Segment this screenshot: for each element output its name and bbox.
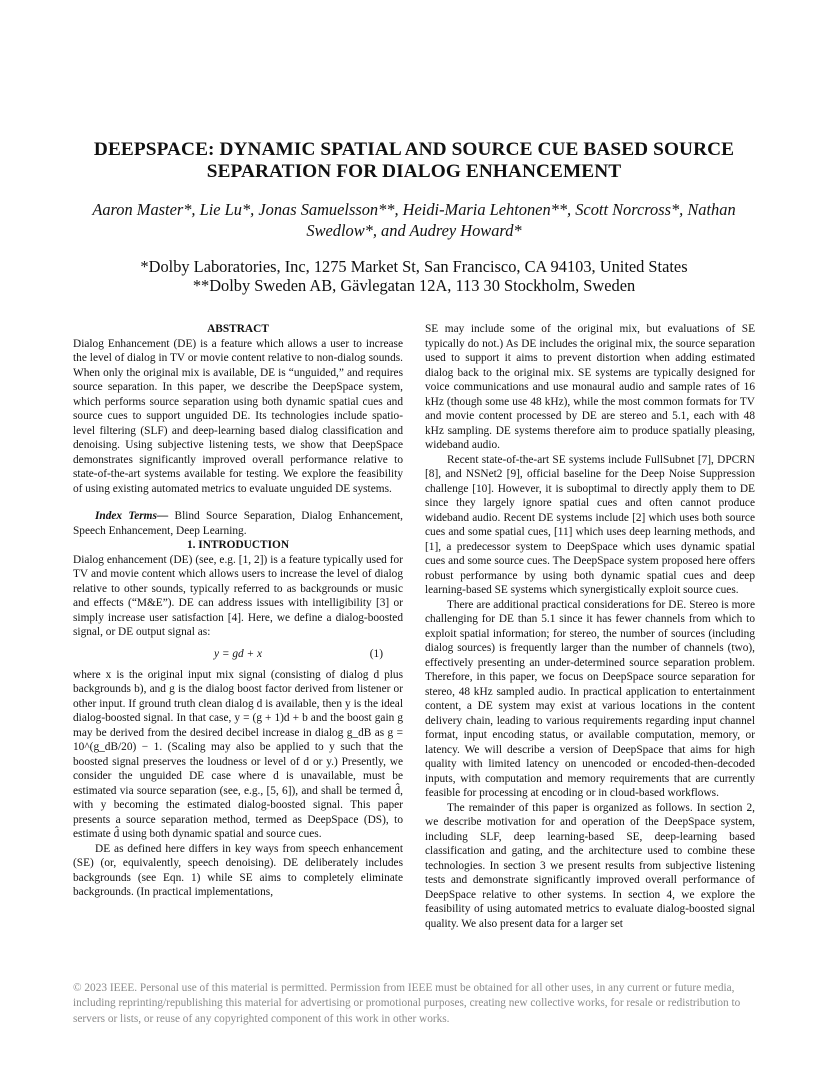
equation-body: y = gd + x: [213, 647, 263, 660]
intro-paragraph-1: Dialog enhancement (DE) (see, e.g. [1, 2]) is a feature typically used for TV and movie content which allows users to increase the level of dialog relative to other sounds, typically referred to as backgrounds or music and effects (“M&E”). DE can address issues with intelligibility [3] or simply increase user satisfaction [4]. Here, we define a dialog-boosted signal, or DE output signal as:: [73, 553, 403, 638]
right-paragraph-2: Recent state-of-the-art SE systems include FullSubnet [7], DPCRN [8], and NSNet2 [9], official baseline for the Deep Noise Suppression challenge [10]. However, it is suboptimal to directly apply them to DE since they largely ignore spatial cues and often cannot produce wideband audio. Recent DE systems include [2] which uses both source cues and some spatial cues, [11] which uses deep learning methods, and [1], a predecessor system to DeepSpace which uses dynamic spatial cues and some source cues. The DeepSpace system proposed here offers robust performance by using both dynamic spatial cues and deep learning-based SE systems which synergistically exploit source cues.: [425, 453, 755, 596]
right-paragraph-4: The remainder of this paper is organized as follows. In section 2, we describe motivation for and operation of the DeepSpace system, including SLF, deep learning-based SE, deep-learning based classification and gating, and the architecture used to combine these technologies. In section 3 we present results from subjective listening tests and demonstrate significantly improved overall performance of DeepSpace relative to other systems. In section 4, we explore the feasibility of using automated metrics to evaluate dialog-boosted signal quality. We also present data for a larger set: [425, 801, 755, 930]
equation-number: (1): [369, 647, 383, 660]
equation-1: [73, 646, 403, 662]
author-list: Aaron Master*, Lie Lu*, Jonas Samuelsson**, Heidi-Maria Lehtonen**, Scott Norcross*, Nathan Swedlow*, and Audrey Howard*: [92, 200, 736, 240]
intro-paragraph-3: DE as defined here differs in key ways from speech enhancement (SE) (or, equivalently, speech denoising). DE deliberately includes backgrounds (see Eqn. 1) while SE aims to completely eliminate backgrounds. (In practical implementations,: [73, 842, 403, 898]
index-terms: [73, 509, 403, 538]
right-paragraph-1: SE may include some of the original mix, but evaluations of SE typically do not.) As DE includes the original mix, the source separation used to support it aims to prevent distortion when adding estimated dialog back to the original mix. SE systems are typically designed for voice communications and use monaural audio and sample rates of 16 kHz (though some use 48 kHz), while the most common formats for TV and movie content processed by DE are stereo and 5.1, each with 48 kHz sampling. DE systems therefore aim to produce spatially pleasing, wideband audio.: [425, 323, 755, 451]
right-paragraph-3: There are additional practical considerations for DE. Stereo is more challenging for DE than 5.1 since it has fewer channels from which to exploit spatial information; for stereo, the number of sources (including dialog sources) is frequently larger than the number of channels (two), effectively presenting an under-determined source separation problem. Therefore, in this paper, we focus on DeepSpace source separation for stereo, 48 kHz sampled audio. In practical application to entertainment content, a DE system may exist at various locations in the content delivery chain, leading to various requirements regarding input channel format, input encoding status, or available computation, memory, or latency. We will describe a version of DeepSpace that aims for high quality with limited latency on unencoded or encoded-then-decoded inputs, with computation and memory requirements that are currently feasible for processing at encoding or in cloud-based workflows.: [425, 598, 755, 799]
abstract-text: Dialog Enhancement (DE) is a feature which allows a user to increase the level of dialog in TV or movie content relative to non-dialog sounds. When only the original mix is available, DE is “unguided,” and requires source separation. In this paper, we describe the DeepSpace system, which performs source separation using both dynamic spatial cues and source cues to support unguided DE. Its technologies include spatio-level filtering (SLF) and deep-learning based dialog classification and denoising. Using subjective listening tests, we show that DeepSpace demonstrates significantly improved overall performance relative to state-of-the-art systems available for testing. We explore the feasibility of using existing automated metrics to evaluate unguided DE systems.: [73, 337, 403, 495]
introduction-heading: 1. INTRODUCTION: [186, 539, 290, 551]
right-column: [425, 322, 755, 931]
abstract-heading: ABSTRACT: [207, 323, 269, 335]
intro-paragraph-2: where x is the original input mix signal (consisting of dialog d plus backgrounds b), and g is the dialog boost factor derived from listener or other input. If ground truth clean dialog d is available, then y is the ideal dialog-boosted signal. In that case, y = (g + 1)d + b and the boost gain g may be derived from the desired decibel increase in dialog g_dB as g = 10^(g_dB/20) − 1. (Scaling may also be applied to y such that the boosted signal preserves the loudness or level of d or y.) Presently, we consider the unguided DE case where d is unavailable, must be estimated via source separation (see, e.g., [5, 6]), and shall be termed d̂, with y becoming the estimated dialog-boosted signal. This paper presents a source separation method, termed as DeepSpace (DS), to estimate d̂ using both dynamic spatial and source cues.: [73, 668, 403, 840]
affiliation-dolby-labs: *Dolby Laboratories, Inc, 1275 Market St, San Francisco, CA 94103, United States: [140, 257, 688, 276]
index-terms-text: Blind Source Separation, Dialog Enhancement, Speech Enhancement, Deep Learning.: [73, 510, 403, 537]
paper-title: DEEPSPACE: DYNAMIC SPATIAL AND SOURCE CUE BASED SOURCE SEPARATION FOR DIALOG ENHANCEMENT: [93, 139, 735, 182]
left-column: [73, 322, 403, 900]
affiliation-dolby-sweden: **Dolby Sweden AB, Gävlegatan 12A, 113 30 Stockholm, Sweden: [192, 276, 636, 295]
affiliations: [60, 257, 768, 295]
copyright-notice: © 2023 IEEE. Personal use of this material is permitted. Permission from IEEE must be obtained for all other uses, in any current or future media, including reprinting/republishing this material for advertising or promotional purposes, creating new collective works, for resale or redistribution to servers or lists, or reuse of any copyrighted component of this work in other works.: [73, 982, 741, 1025]
index-terms-label: Index Terms—: [95, 510, 169, 522]
